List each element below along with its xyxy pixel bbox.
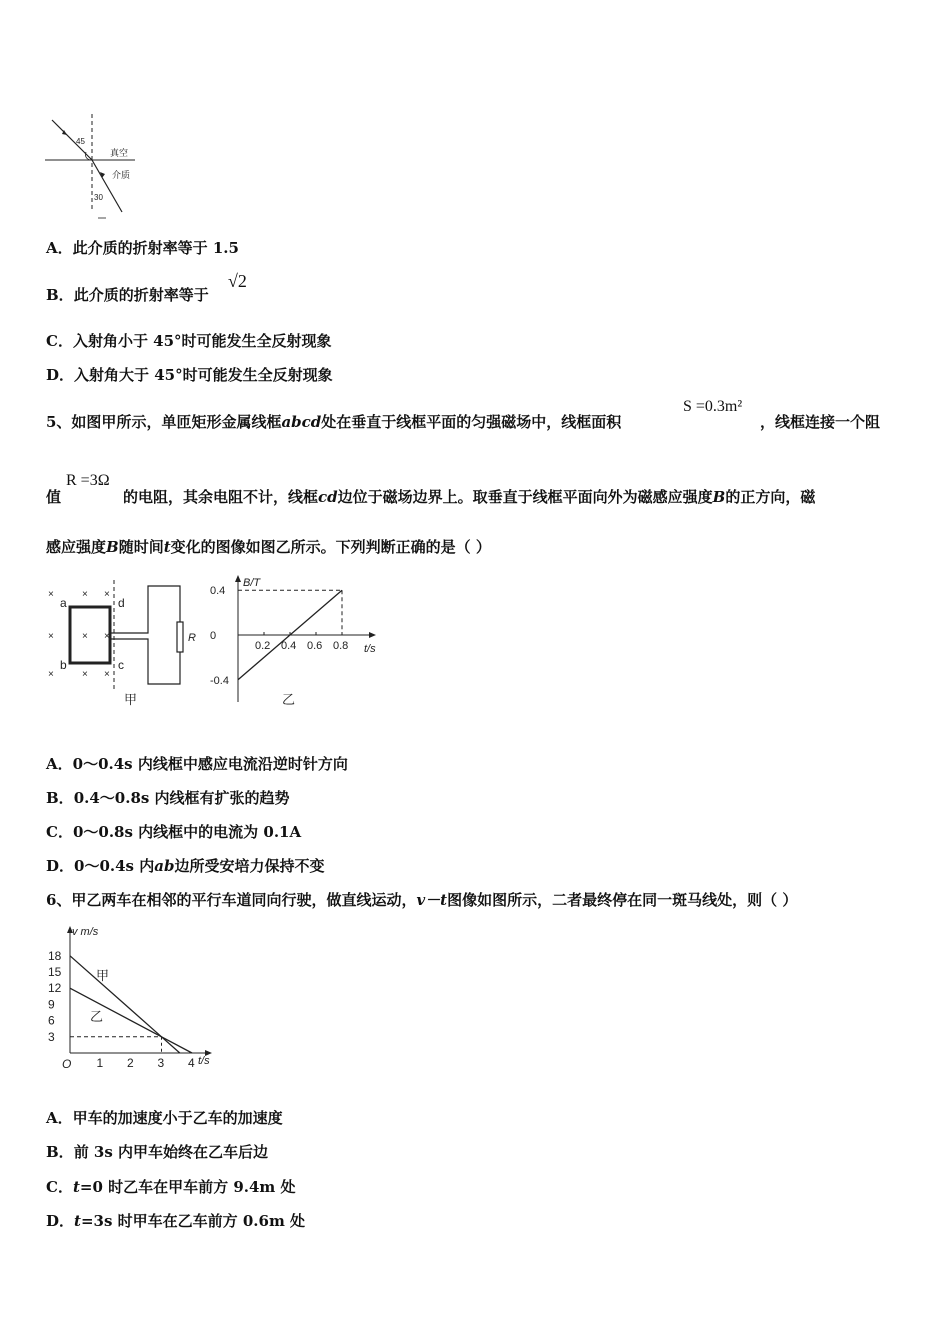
y-axis-arrow	[235, 575, 241, 582]
angle-incidence: 45	[76, 137, 85, 146]
x-tick-label: 0.6	[307, 640, 323, 652]
label-d: d	[118, 596, 125, 610]
q5-option-a: A．0～0.4s 内线框中感应电流沿逆时针方向	[46, 755, 348, 773]
r-math: R =3Ω	[66, 472, 110, 489]
y-axis-label: B/T	[243, 577, 261, 589]
q4-option-a	[46, 237, 239, 258]
svg-text:×: ×	[48, 631, 54, 642]
svg-text:×: ×	[82, 631, 88, 642]
q5-line1: 5、如图甲所示，单匝矩形金属线框abcd处在垂直于线框平面的匀强磁场中，线框面积	[46, 413, 622, 431]
y-tick-label: 3	[48, 1029, 55, 1044]
refraction-figure	[40, 112, 150, 224]
label-jia: 甲	[96, 968, 110, 983]
svg-text:×: ×	[104, 669, 110, 680]
q5-line2-a: 值	[46, 488, 62, 506]
y-tick-label: -0.4	[210, 674, 229, 687]
y-tick-label: 12	[48, 981, 62, 996]
x-tick-label: 0.2	[255, 640, 271, 652]
angle-refraction: 30	[94, 193, 103, 202]
q4-option-c	[46, 330, 332, 351]
figure-yi-chart	[200, 572, 390, 712]
q5-option-c: C．0～0.8s 内线框中的电流为 0.1A	[46, 823, 302, 841]
y-tick-label: 0	[210, 630, 217, 642]
option-letter: D．	[46, 366, 75, 384]
q5-line3: 感应强度B随时间t变化的图像如图乙所示。下列判断正确的是（ ）	[46, 538, 491, 556]
q6-stem: 6、甲乙两车在相邻的平行车道同向行驶，做直线运动，v－t图像如图所示，二者最终停在同一斑马线处，则（ ）	[46, 891, 798, 909]
label-R: R	[188, 632, 196, 644]
x-tick-label: 0.8	[333, 640, 349, 652]
x-tick-label: 4	[188, 1056, 195, 1070]
x-tick-label: 1	[96, 1056, 104, 1070]
label-a: a	[60, 596, 67, 610]
x-axis-arrow	[369, 632, 376, 638]
incident-ray	[52, 120, 92, 160]
label-vacuum: 真空	[110, 148, 129, 158]
q5-option-d: D．0～0.4s 内ab边所受安培力保持不变	[46, 857, 325, 875]
svg-text:×: ×	[48, 589, 54, 600]
option-letter: C．	[46, 332, 73, 350]
figure-jia	[40, 580, 200, 710]
q6-option-c: C．t=0 时乙车在甲车前方 9.4m 处	[46, 1178, 296, 1196]
svg-text:×: ×	[104, 631, 110, 642]
option-letter: B．	[46, 286, 74, 304]
q4-option-d	[46, 364, 333, 385]
y-axis-label: v m/s	[72, 926, 99, 938]
label-c: c	[118, 658, 124, 672]
option-text: 入射角大于 45°时可能发生全反射现象	[74, 366, 333, 384]
svg-text:×: ×	[48, 669, 54, 680]
x-axis-label: t/s	[364, 643, 376, 655]
q5-line1-tail: ，线框连接一个阻	[760, 413, 881, 431]
q5-line2: 的电阻，其余电阻不计，线框cd边位于磁场边界上。取垂直于线框平面向外为磁感应强度B的正方向，磁	[123, 488, 816, 506]
resistor	[177, 622, 183, 652]
label-yi: 乙	[90, 1009, 104, 1024]
caption-yi: 乙	[282, 692, 296, 707]
svg-text:×: ×	[82, 589, 88, 600]
y-tick-label: 9	[48, 997, 55, 1012]
option-text: 此介质的折射率等于	[73, 286, 209, 304]
x-tick-label: 0.4	[281, 640, 297, 652]
y-tick-label: 15	[48, 965, 62, 979]
y-tick-label: 18	[48, 948, 62, 963]
label-b: b	[60, 658, 67, 672]
caption-jia: 甲	[124, 692, 138, 707]
field-crosses	[48, 589, 110, 680]
option-text: 此介质的折射率等于 1.5	[72, 239, 239, 257]
x-axis-label: t/s	[198, 1055, 210, 1067]
abcd-var: abcd	[281, 413, 322, 431]
sqrt2-math: √2	[228, 271, 247, 291]
vt-chart	[40, 920, 230, 1075]
y-tick-label: 6	[48, 1013, 55, 1028]
q4-option-b	[46, 284, 209, 305]
q6-option-b: B．前 3s 内甲车始终在乙车后边	[46, 1143, 269, 1161]
y-tick-label: 0.4	[210, 585, 226, 598]
svg-text:×: ×	[104, 589, 110, 600]
q6-option-a: A．甲车的加速度小于乙车的加速度	[46, 1109, 283, 1127]
series-line-yi	[70, 988, 192, 1053]
option-letter: A．	[46, 239, 73, 257]
origin-label: O	[62, 1057, 72, 1071]
label-medium: 介质	[112, 170, 131, 180]
area-math: S =0.3m²	[683, 398, 743, 415]
x-tick-label: 3	[157, 1056, 165, 1070]
q5-option-b: B．0.4～0.8s 内线框有扩张的趋势	[46, 789, 290, 807]
refracted-ray	[92, 160, 122, 212]
svg-text:×: ×	[82, 669, 88, 680]
x-tick-label: 2	[127, 1056, 134, 1070]
option-text: 入射角小于 45°时可能发生全反射现象	[72, 332, 332, 350]
q6-option-d: D．t=3s 时甲车在乙车前方 0.6m 处	[46, 1212, 306, 1230]
